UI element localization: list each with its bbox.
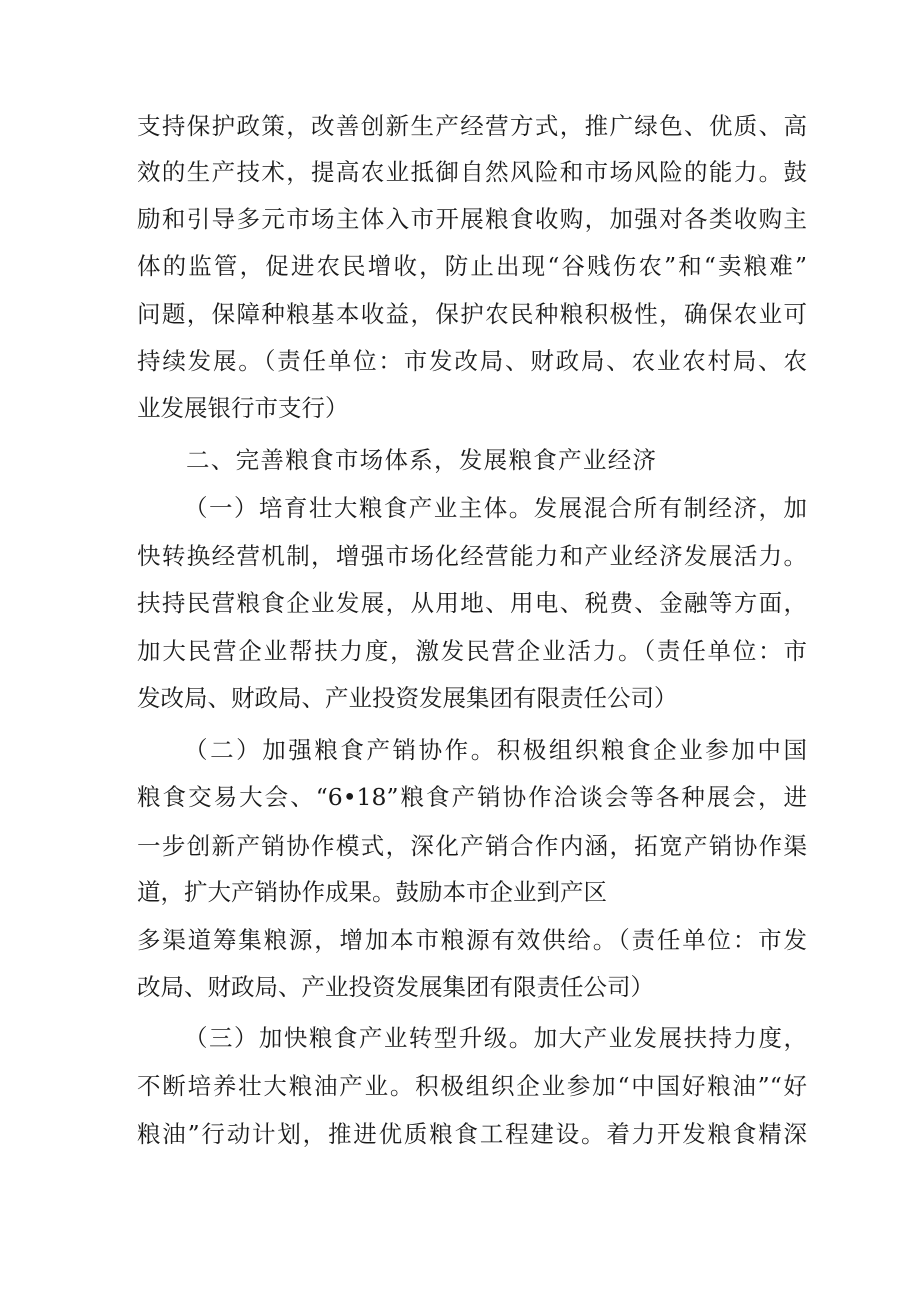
body-line-13: 一步创新产销协作模式，深化产销合作内涵，拓宽产销协作渠 bbox=[137, 832, 807, 860]
body-line-16: 改局、财政局、产业投资发展集团有限责任公司） bbox=[137, 973, 654, 1001]
body-line-14: 道，扩大产销协作成果。鼓励本市企业到产区 bbox=[137, 878, 607, 906]
body-line-6: 持续发展。（责任单位：市发改局、财政局、农业农村局、农 bbox=[137, 347, 807, 375]
body-line-10: 加大民营企业帮扶力度，激发民营企业活力。（责任单位：市 bbox=[137, 637, 807, 665]
body-line-17: 不断培养壮大粮油产业。积极组织企业参加“中国好粮油”“好 bbox=[137, 1072, 807, 1100]
body-line-1: 支持保护政策，改善创新生产经营方式，推广绿色、优质、高 bbox=[137, 112, 807, 140]
body-line-4: 体的监管，促进农民增收，防止出现“谷贱伤农”和“卖粮难” bbox=[137, 252, 807, 280]
subsection-line-3-1: （三）加快粮食产业转型升级。加大产业发展扶持力度， bbox=[184, 1024, 807, 1052]
subsection-line-1-1: （一）培育壮大粮食产业主体。发展混合所有制经济，加 bbox=[184, 494, 807, 522]
subsection-line-2-1: （二）加强粮食产销协作。积极组织粮食企业参加中国 bbox=[184, 736, 807, 764]
section-heading-2: 二、完善粮食市场体系，发展粮食产业经济 bbox=[186, 446, 656, 474]
body-line-9: 扶持民营粮食企业发展，从用地、用电、税费、金融等方面， bbox=[137, 589, 807, 617]
body-line-15: 多渠道筹集粮源，增加本市粮源有效供给。（责任单位：市发 bbox=[137, 926, 807, 954]
body-line-11: 发改局、财政局、产业投资发展集团有限责任公司） bbox=[137, 684, 678, 712]
body-line-12: 粮食交易大会、“6•18”粮食产销协作洽谈会等各种展会，进 bbox=[137, 783, 807, 811]
body-line-8: 快转换经营机制，增强市场化经营能力和产业经济发展活力。 bbox=[137, 542, 807, 570]
body-line-2: 效的生产技术，提高农业抵御自然风险和市场风险的能力。鼓 bbox=[137, 158, 807, 186]
body-line-18: 粮油”行动计划，推进优质粮食工程建设。着力开发粮食精深 bbox=[137, 1120, 807, 1148]
body-line-5: 问题，保障种粮基本收益，保护农民种粮积极性，确保农业可 bbox=[137, 300, 807, 328]
body-line-7: 业发展银行市支行） bbox=[137, 394, 349, 422]
body-line-3: 励和引导多元市场主体入市开展粮食收购，加强对各类收购主 bbox=[137, 205, 807, 233]
